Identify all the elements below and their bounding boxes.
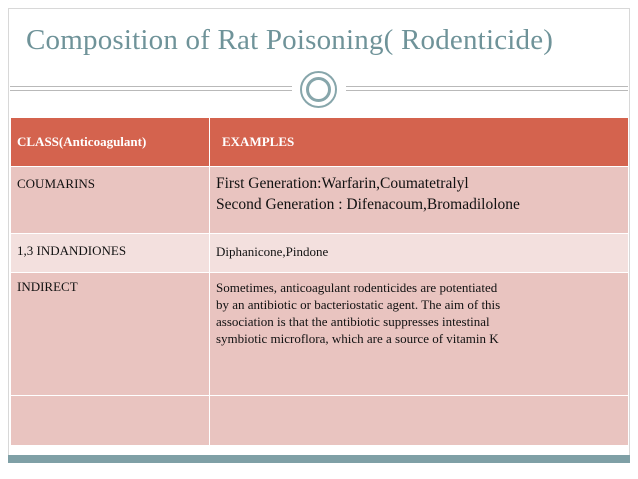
header-class: CLASS(Anticoagulant) <box>11 118 210 167</box>
example-line: by an antibiotic or bacteriostatic agent. The aim of this <box>216 297 501 312</box>
footer-accent-bar <box>8 455 630 463</box>
cell-examples <box>210 234 629 273</box>
table-row-empty <box>11 396 629 446</box>
circle-ornament-inner <box>306 77 331 102</box>
cell-empty <box>11 396 210 446</box>
example-line: symbiotic microflora, which are a source of vitamin K <box>216 331 499 346</box>
cell-class: COUMARINS <box>11 167 210 234</box>
header-examples: EXAMPLES <box>210 118 629 167</box>
example-line: Sometimes, anticoagulant rodenticides are potentiated <box>216 280 498 295</box>
slide-title: Composition of Rat Poisoning( Rodenticide) <box>26 24 554 56</box>
example-line: Diphanicone,Pindone <box>216 244 329 259</box>
table-row <box>11 273 629 396</box>
cell-examples <box>210 167 629 234</box>
example-line: Second Generation : Difenacoum,Bromadilolone <box>216 196 520 213</box>
rodenticide-table-container <box>10 117 628 446</box>
example-line: association is that the antibiotic suppresses intestinal <box>216 314 490 329</box>
circle-ornament-icon <box>300 71 337 108</box>
cell-empty <box>210 396 629 446</box>
rodenticide-table <box>10 117 629 446</box>
cell-class: INDIRECT <box>11 273 210 396</box>
example-line: First Generation:Warfarin,Coumatetralyl <box>216 175 469 192</box>
cell-class: 1,3 INDANDIONES <box>11 234 210 273</box>
table-row <box>11 167 629 234</box>
table-row <box>11 234 629 273</box>
cell-examples <box>210 273 629 396</box>
table-header-row <box>11 118 629 167</box>
